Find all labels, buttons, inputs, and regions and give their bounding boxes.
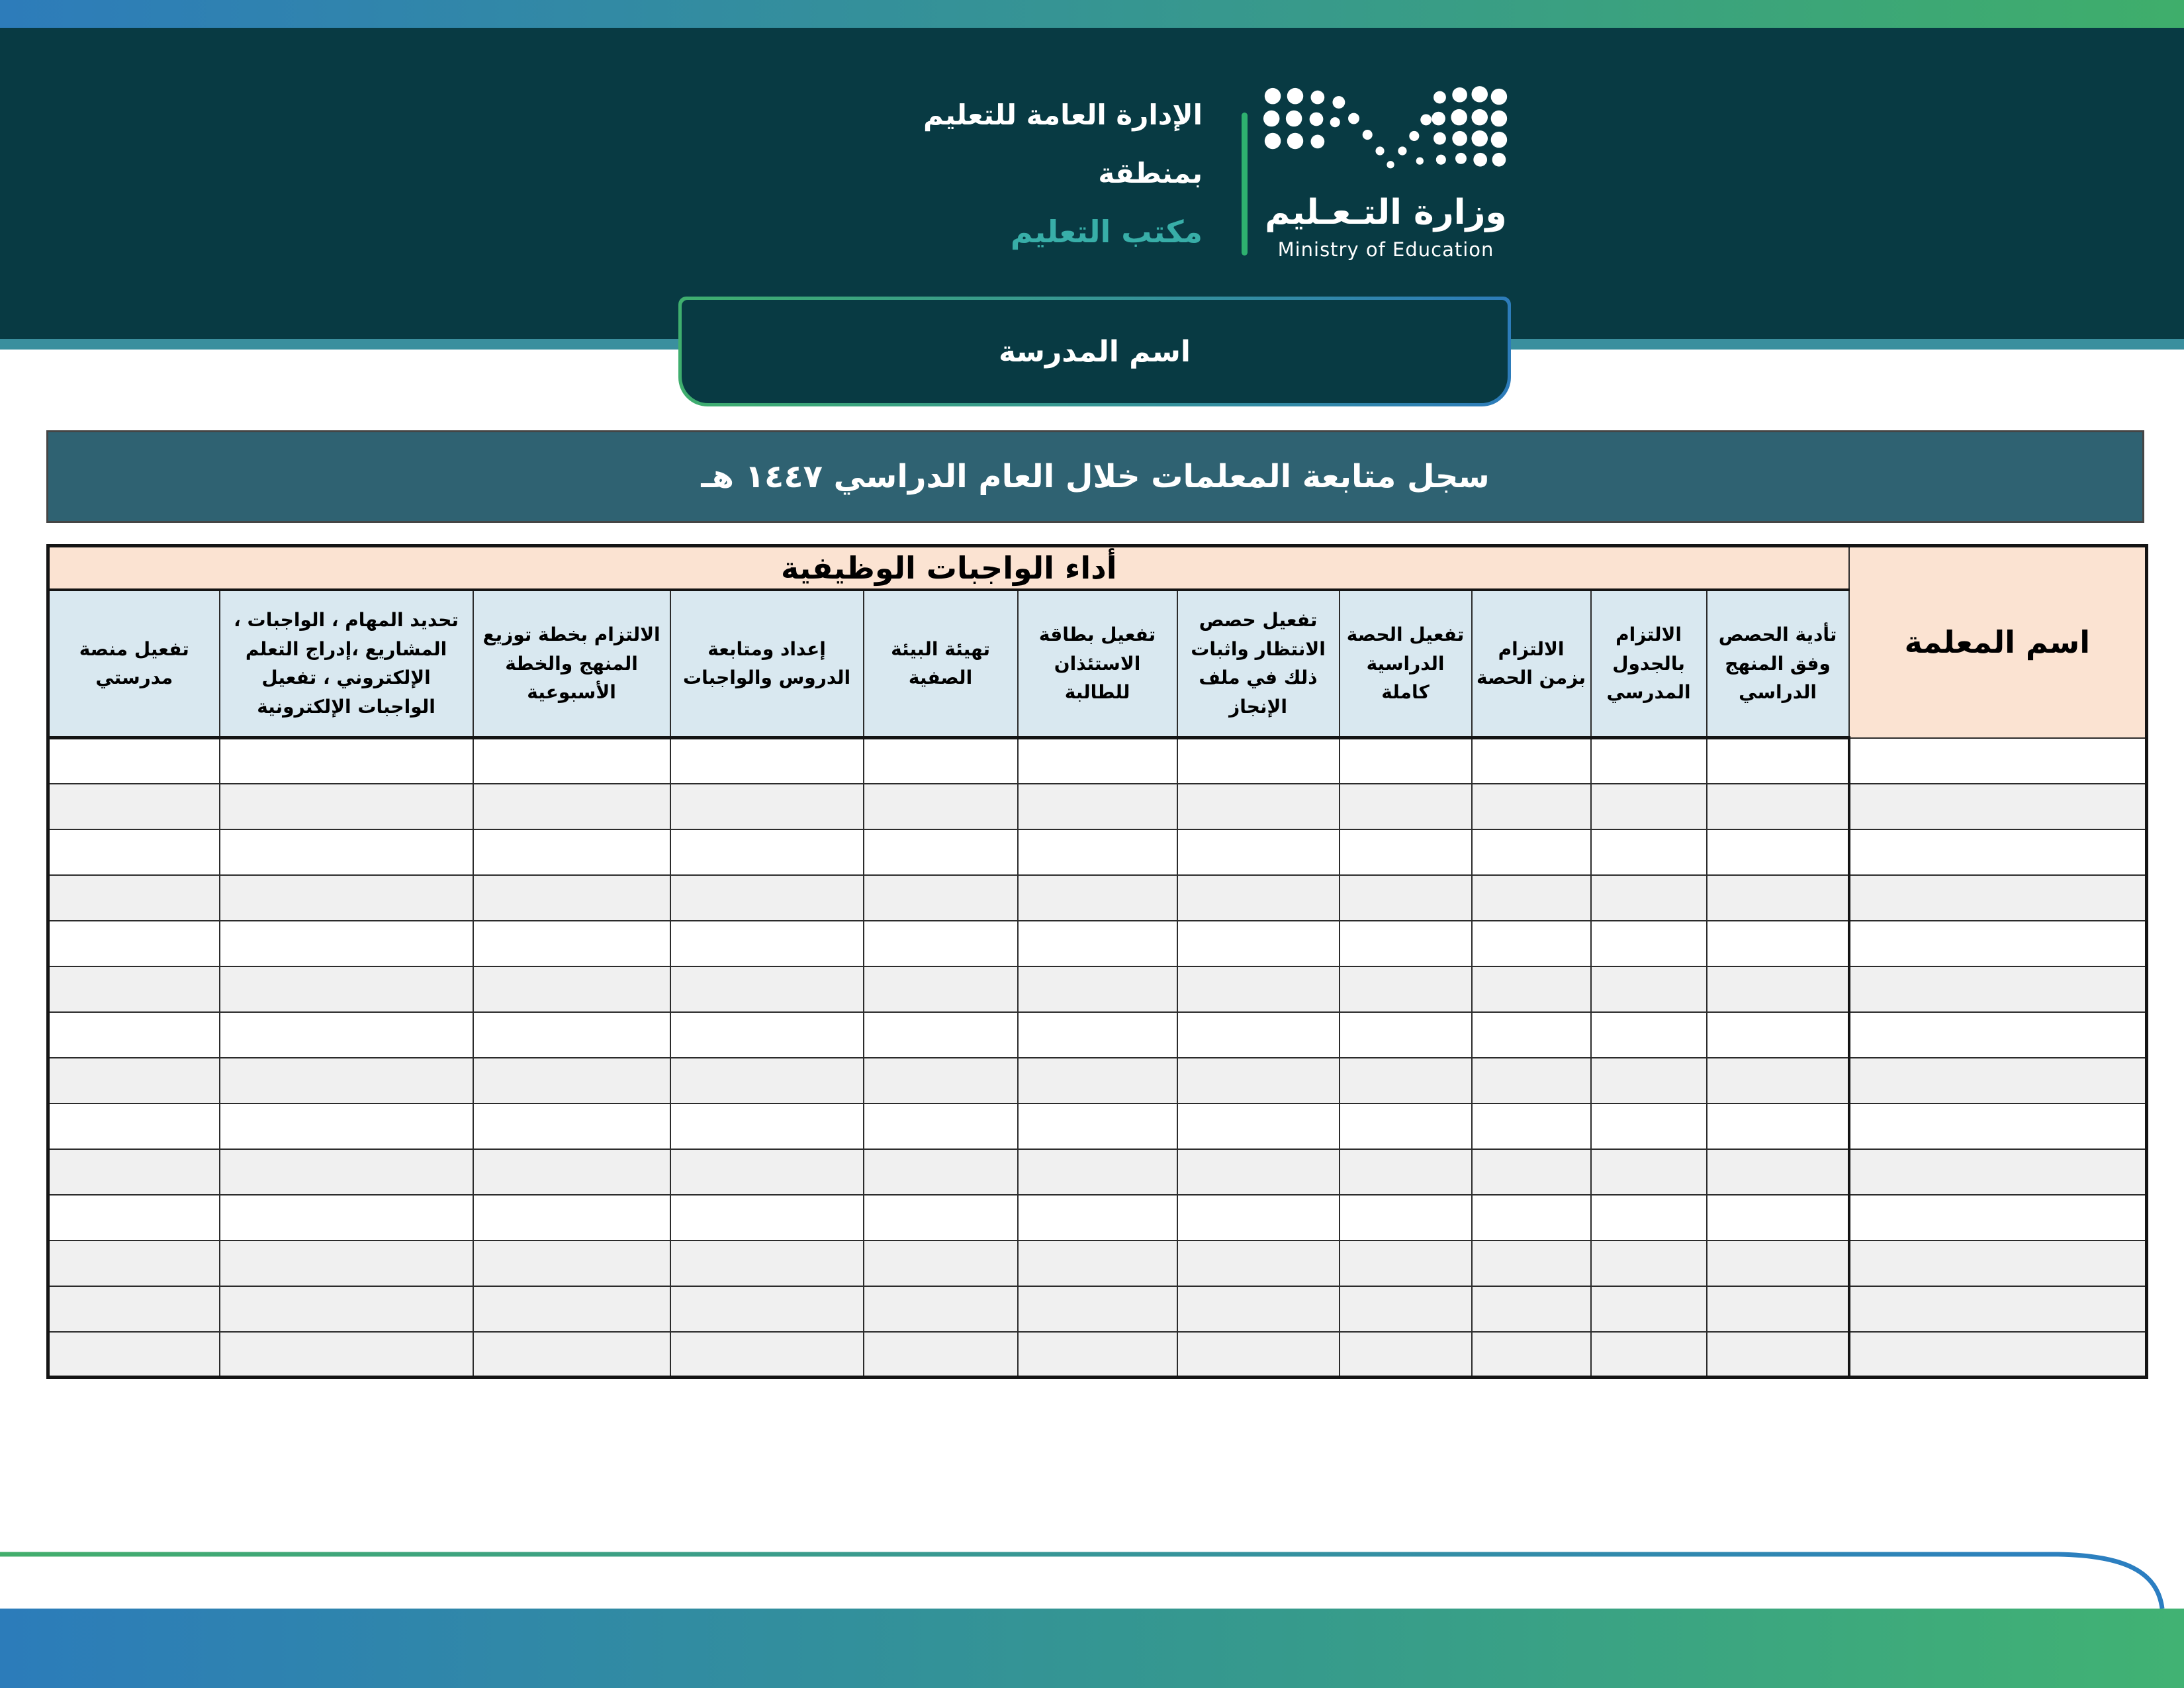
logo-separator-bar bbox=[1242, 113, 1248, 256]
check-cell[interactable] bbox=[1707, 921, 1849, 966]
check-cell[interactable] bbox=[473, 921, 670, 966]
check-cell[interactable] bbox=[48, 1286, 220, 1332]
check-cell[interactable] bbox=[864, 1058, 1018, 1103]
org-line-education-office: مكتب التعليم bbox=[1010, 214, 1203, 250]
check-cell[interactable] bbox=[1591, 966, 1707, 1012]
check-cell[interactable] bbox=[1018, 738, 1177, 784]
check-cell[interactable] bbox=[670, 784, 864, 829]
check-cell[interactable] bbox=[1340, 738, 1472, 784]
teacher-name-cell[interactable] bbox=[1849, 1058, 2147, 1103]
check-cell[interactable] bbox=[1472, 1058, 1591, 1103]
check-cell[interactable] bbox=[1018, 966, 1177, 1012]
check-cell[interactable] bbox=[670, 1195, 864, 1241]
table-row-3 bbox=[48, 829, 2147, 875]
check-cell[interactable] bbox=[220, 1103, 473, 1149]
check-cell[interactable] bbox=[220, 1012, 473, 1058]
check-cell[interactable] bbox=[1591, 1103, 1707, 1149]
followup-table bbox=[46, 544, 2148, 1379]
footer-thin-curve-line bbox=[0, 1554, 2162, 1609]
check-cell[interactable] bbox=[1472, 875, 1591, 921]
check-cell[interactable] bbox=[1591, 1195, 1707, 1241]
check-cell[interactable] bbox=[1472, 966, 1591, 1012]
check-cell[interactable] bbox=[670, 738, 864, 784]
check-cell[interactable] bbox=[1018, 1241, 1177, 1286]
check-cell[interactable] bbox=[864, 738, 1018, 784]
table-row-4 bbox=[48, 875, 2147, 921]
teacher-name-cell[interactable] bbox=[1849, 1195, 2147, 1241]
column-header-5: تفعيل حصص الانتظار واثبات ذلك في ملف الإنجاز bbox=[1177, 590, 1340, 738]
check-cell[interactable] bbox=[864, 1241, 1018, 1286]
check-cell[interactable] bbox=[48, 1012, 220, 1058]
check-cell[interactable] bbox=[473, 966, 670, 1012]
check-cell[interactable] bbox=[1018, 1058, 1177, 1103]
table-header bbox=[48, 546, 2147, 738]
check-cell[interactable] bbox=[473, 1332, 670, 1378]
check-cell[interactable] bbox=[1591, 1332, 1707, 1378]
table-row-12 bbox=[48, 1241, 2147, 1286]
check-cell[interactable] bbox=[1707, 738, 1849, 784]
check-cell[interactable] bbox=[1177, 1149, 1340, 1195]
check-cell[interactable] bbox=[473, 784, 670, 829]
table-row-8 bbox=[48, 1058, 2147, 1103]
teacher-name-cell[interactable] bbox=[1849, 921, 2147, 966]
check-cell[interactable] bbox=[48, 1195, 220, 1241]
check-cell[interactable] bbox=[1591, 1012, 1707, 1058]
check-cell[interactable] bbox=[670, 875, 864, 921]
check-cell[interactable] bbox=[1340, 784, 1472, 829]
check-cell[interactable] bbox=[48, 921, 220, 966]
check-cell[interactable] bbox=[1472, 829, 1591, 875]
column-header-7: تهيئة البيئة الصفية bbox=[864, 590, 1018, 738]
teacher-name-cell[interactable] bbox=[1849, 875, 2147, 921]
check-cell[interactable] bbox=[473, 1012, 670, 1058]
org-line-general-administration: الإدارة العامة للتعليم bbox=[923, 99, 1203, 131]
check-cell[interactable] bbox=[864, 1332, 1018, 1378]
check-cell[interactable] bbox=[1472, 784, 1591, 829]
check-cell[interactable] bbox=[48, 1241, 220, 1286]
check-cell[interactable] bbox=[1707, 1012, 1849, 1058]
check-cell[interactable] bbox=[1177, 1103, 1340, 1149]
table-row-14 bbox=[48, 1332, 2147, 1378]
check-cell[interactable] bbox=[1177, 1058, 1340, 1103]
check-cell[interactable] bbox=[1472, 1195, 1591, 1241]
check-cell[interactable] bbox=[1472, 921, 1591, 966]
table-row-1 bbox=[48, 738, 2147, 784]
check-cell[interactable] bbox=[1707, 966, 1849, 1012]
school-name-label: اسم المدرسة bbox=[999, 334, 1191, 369]
table-header-columns-row bbox=[48, 590, 2147, 738]
check-cell[interactable] bbox=[670, 921, 864, 966]
check-cell[interactable] bbox=[1018, 1103, 1177, 1149]
teacher-name-cell[interactable] bbox=[1849, 829, 2147, 875]
check-cell[interactable] bbox=[1177, 1286, 1340, 1332]
org-line-region: بمنطقة bbox=[1098, 157, 1203, 189]
check-cell[interactable] bbox=[1591, 875, 1707, 921]
check-cell[interactable] bbox=[1472, 1286, 1591, 1332]
check-cell[interactable] bbox=[1340, 829, 1472, 875]
check-cell[interactable] bbox=[48, 738, 220, 784]
check-cell[interactable] bbox=[864, 1103, 1018, 1149]
check-cell[interactable] bbox=[473, 1058, 670, 1103]
check-cell[interactable] bbox=[1707, 1332, 1849, 1378]
check-cell[interactable] bbox=[670, 829, 864, 875]
check-cell[interactable] bbox=[1340, 1332, 1472, 1378]
table-header-group-row bbox=[48, 546, 2147, 590]
check-cell[interactable] bbox=[220, 829, 473, 875]
column-header-3: الالتزام بزمن الحصة bbox=[1472, 590, 1591, 738]
check-cell[interactable] bbox=[1340, 966, 1472, 1012]
check-cell[interactable] bbox=[1472, 738, 1591, 784]
check-cell[interactable] bbox=[670, 1332, 864, 1378]
table-row-10 bbox=[48, 1149, 2147, 1195]
check-cell[interactable] bbox=[220, 1058, 473, 1103]
check-cell[interactable] bbox=[1472, 1241, 1591, 1286]
check-cell[interactable] bbox=[220, 738, 473, 784]
column-header-8: إعداد ومتابعة الدروس والواجبات bbox=[670, 590, 864, 738]
check-cell[interactable] bbox=[864, 966, 1018, 1012]
school-name-box[interactable] bbox=[678, 297, 1511, 406]
check-cell[interactable] bbox=[864, 1149, 1018, 1195]
check-cell[interactable] bbox=[670, 1058, 864, 1103]
check-cell[interactable] bbox=[220, 875, 473, 921]
check-cell[interactable] bbox=[48, 829, 220, 875]
footer-wave-decoration bbox=[0, 1503, 2184, 1688]
check-cell[interactable] bbox=[1707, 875, 1849, 921]
check-cell[interactable] bbox=[670, 1103, 864, 1149]
check-cell[interactable] bbox=[1472, 1103, 1591, 1149]
check-cell[interactable] bbox=[864, 1286, 1018, 1332]
check-cell[interactable] bbox=[1707, 1149, 1849, 1195]
check-cell[interactable] bbox=[1018, 1332, 1177, 1378]
check-cell[interactable] bbox=[1018, 1149, 1177, 1195]
check-cell[interactable] bbox=[1591, 1058, 1707, 1103]
check-cell[interactable] bbox=[48, 875, 220, 921]
check-cell[interactable] bbox=[1340, 875, 1472, 921]
check-cell[interactable] bbox=[1707, 1103, 1849, 1149]
table-row-11 bbox=[48, 1195, 2147, 1241]
check-cell[interactable] bbox=[1340, 1241, 1472, 1286]
check-cell[interactable] bbox=[1177, 784, 1340, 829]
teacher-name-cell[interactable] bbox=[1849, 1332, 2147, 1378]
check-cell[interactable] bbox=[473, 1286, 670, 1332]
check-cell[interactable] bbox=[1177, 1195, 1340, 1241]
check-cell[interactable] bbox=[1018, 921, 1177, 966]
check-cell[interactable] bbox=[864, 875, 1018, 921]
check-cell[interactable] bbox=[1177, 966, 1340, 1012]
check-cell[interactable] bbox=[1177, 1332, 1340, 1378]
check-cell[interactable] bbox=[1177, 875, 1340, 921]
check-cell[interactable] bbox=[220, 1195, 473, 1241]
check-cell[interactable] bbox=[1340, 1058, 1472, 1103]
column-header-1: تأدية الحصص وفق المنهج الدراسي bbox=[1707, 590, 1849, 738]
check-cell[interactable] bbox=[1177, 1012, 1340, 1058]
school-name-box-inner bbox=[682, 300, 1508, 403]
check-cell[interactable] bbox=[220, 966, 473, 1012]
check-cell[interactable] bbox=[1018, 1195, 1177, 1241]
check-cell[interactable] bbox=[670, 966, 864, 1012]
column-header-2: الالتزام بالجدول المدرسي bbox=[1591, 590, 1707, 738]
check-cell[interactable] bbox=[473, 875, 670, 921]
check-cell[interactable] bbox=[1591, 738, 1707, 784]
table-row-9 bbox=[48, 1103, 2147, 1149]
document-title: سجل متابعة المعلمات خلال العام الدراسي ١٤٤٧ هـ bbox=[701, 458, 1490, 495]
column-header-4: تفعيل الحصة الدراسية كاملة bbox=[1340, 590, 1472, 738]
check-cell[interactable] bbox=[220, 784, 473, 829]
table-row-7 bbox=[48, 1012, 2147, 1058]
check-cell[interactable] bbox=[48, 1149, 220, 1195]
teacher-name-cell[interactable] bbox=[1849, 1149, 2147, 1195]
check-cell[interactable] bbox=[670, 1012, 864, 1058]
check-cell[interactable] bbox=[220, 1149, 473, 1195]
duties-group-header: أداء الواجبات الوظيفية bbox=[48, 546, 1849, 590]
column-header-9: الالتزام بخطة توزيع المنهج والخطة الأسبوعية bbox=[473, 590, 670, 738]
check-cell[interactable] bbox=[1018, 784, 1177, 829]
check-cell[interactable] bbox=[48, 1058, 220, 1103]
check-cell[interactable] bbox=[48, 1103, 220, 1149]
check-cell[interactable] bbox=[220, 1241, 473, 1286]
ministry-wordmark-arabic: وزارة التـعـليم bbox=[1265, 193, 1507, 232]
document-title-bar bbox=[46, 430, 2144, 523]
teacher-name-cell[interactable] bbox=[1849, 1241, 2147, 1286]
check-cell[interactable] bbox=[1340, 1286, 1472, 1332]
check-cell[interactable] bbox=[1177, 738, 1340, 784]
check-cell[interactable] bbox=[670, 1286, 864, 1332]
check-cell[interactable] bbox=[1340, 1012, 1472, 1058]
check-cell[interactable] bbox=[864, 829, 1018, 875]
ministry-logo bbox=[1263, 83, 1509, 261]
check-cell[interactable] bbox=[1707, 829, 1849, 875]
check-cell[interactable] bbox=[1591, 1241, 1707, 1286]
check-cell[interactable] bbox=[1177, 1241, 1340, 1286]
table-row-13 bbox=[48, 1286, 2147, 1332]
column-header-11: تفعيل منصة مدرستي bbox=[48, 590, 220, 738]
check-cell[interactable] bbox=[1018, 1286, 1177, 1332]
check-cell[interactable] bbox=[1472, 1149, 1591, 1195]
check-cell[interactable] bbox=[1018, 1012, 1177, 1058]
check-cell[interactable] bbox=[473, 829, 670, 875]
check-cell[interactable] bbox=[670, 1149, 864, 1195]
table-row-2 bbox=[48, 784, 2147, 829]
check-cell[interactable] bbox=[473, 1103, 670, 1149]
teacher-name-cell[interactable] bbox=[1849, 1286, 2147, 1332]
check-cell[interactable] bbox=[220, 1286, 473, 1332]
org-text-block bbox=[728, 86, 1203, 261]
check-cell[interactable] bbox=[473, 1149, 670, 1195]
check-cell[interactable] bbox=[48, 1332, 220, 1378]
check-cell[interactable] bbox=[670, 1241, 864, 1286]
check-cell[interactable] bbox=[1340, 1195, 1472, 1241]
teacher-name-cell[interactable] bbox=[1849, 738, 2147, 784]
check-cell[interactable] bbox=[1591, 921, 1707, 966]
check-cell[interactable] bbox=[1591, 784, 1707, 829]
check-cell[interactable] bbox=[1707, 1195, 1849, 1241]
check-cell[interactable] bbox=[1340, 1103, 1472, 1149]
check-cell[interactable] bbox=[1340, 921, 1472, 966]
top-gradient-bar bbox=[0, 0, 2184, 28]
ministry-logo-dots-icon bbox=[1263, 83, 1509, 176]
teacher-name-column-header: اسم المعلمة bbox=[1849, 546, 2147, 738]
check-cell[interactable] bbox=[473, 738, 670, 784]
check-cell[interactable] bbox=[1707, 1286, 1849, 1332]
check-cell[interactable] bbox=[220, 921, 473, 966]
table-row-6 bbox=[48, 966, 2147, 1012]
check-cell[interactable] bbox=[1018, 829, 1177, 875]
check-cell[interactable] bbox=[1472, 1012, 1591, 1058]
check-cell[interactable] bbox=[473, 1241, 670, 1286]
table-body bbox=[48, 738, 2147, 1378]
footer-gradient-band bbox=[0, 1609, 2184, 1688]
check-cell[interactable] bbox=[864, 921, 1018, 966]
check-cell[interactable] bbox=[1591, 1286, 1707, 1332]
check-cell[interactable] bbox=[220, 1332, 473, 1378]
check-cell[interactable] bbox=[1707, 784, 1849, 829]
check-cell[interactable] bbox=[1707, 1058, 1849, 1103]
check-cell[interactable] bbox=[864, 784, 1018, 829]
check-cell[interactable] bbox=[48, 784, 220, 829]
check-cell[interactable] bbox=[1177, 921, 1340, 966]
table-row-5 bbox=[48, 921, 2147, 966]
check-cell[interactable] bbox=[1018, 875, 1177, 921]
teacher-name-cell[interactable] bbox=[1849, 784, 2147, 829]
check-cell[interactable] bbox=[1340, 1149, 1472, 1195]
column-header-10: تحديد المهام ، الواجبات ، المشاريع ،إدراج التعلم الإلكتروني ، تفعيل الواجبات الإلكترونية bbox=[220, 590, 473, 738]
check-cell[interactable] bbox=[1707, 1241, 1849, 1286]
check-cell[interactable] bbox=[864, 1195, 1018, 1241]
column-header-6: تفعيل بطاقة الاستئذان للطالبة bbox=[1018, 590, 1177, 738]
teacher-name-cell[interactable] bbox=[1849, 966, 2147, 1012]
teacher-name-cell[interactable] bbox=[1849, 1012, 2147, 1058]
check-cell[interactable] bbox=[1472, 1332, 1591, 1378]
check-cell[interactable] bbox=[1591, 829, 1707, 875]
teacher-name-cell[interactable] bbox=[1849, 1103, 2147, 1149]
check-cell[interactable] bbox=[473, 1195, 670, 1241]
check-cell[interactable] bbox=[864, 1012, 1018, 1058]
check-cell[interactable] bbox=[1177, 829, 1340, 875]
ministry-wordmark-english: Ministry of Education bbox=[1277, 238, 1494, 261]
check-cell[interactable] bbox=[48, 966, 220, 1012]
check-cell[interactable] bbox=[1591, 1149, 1707, 1195]
